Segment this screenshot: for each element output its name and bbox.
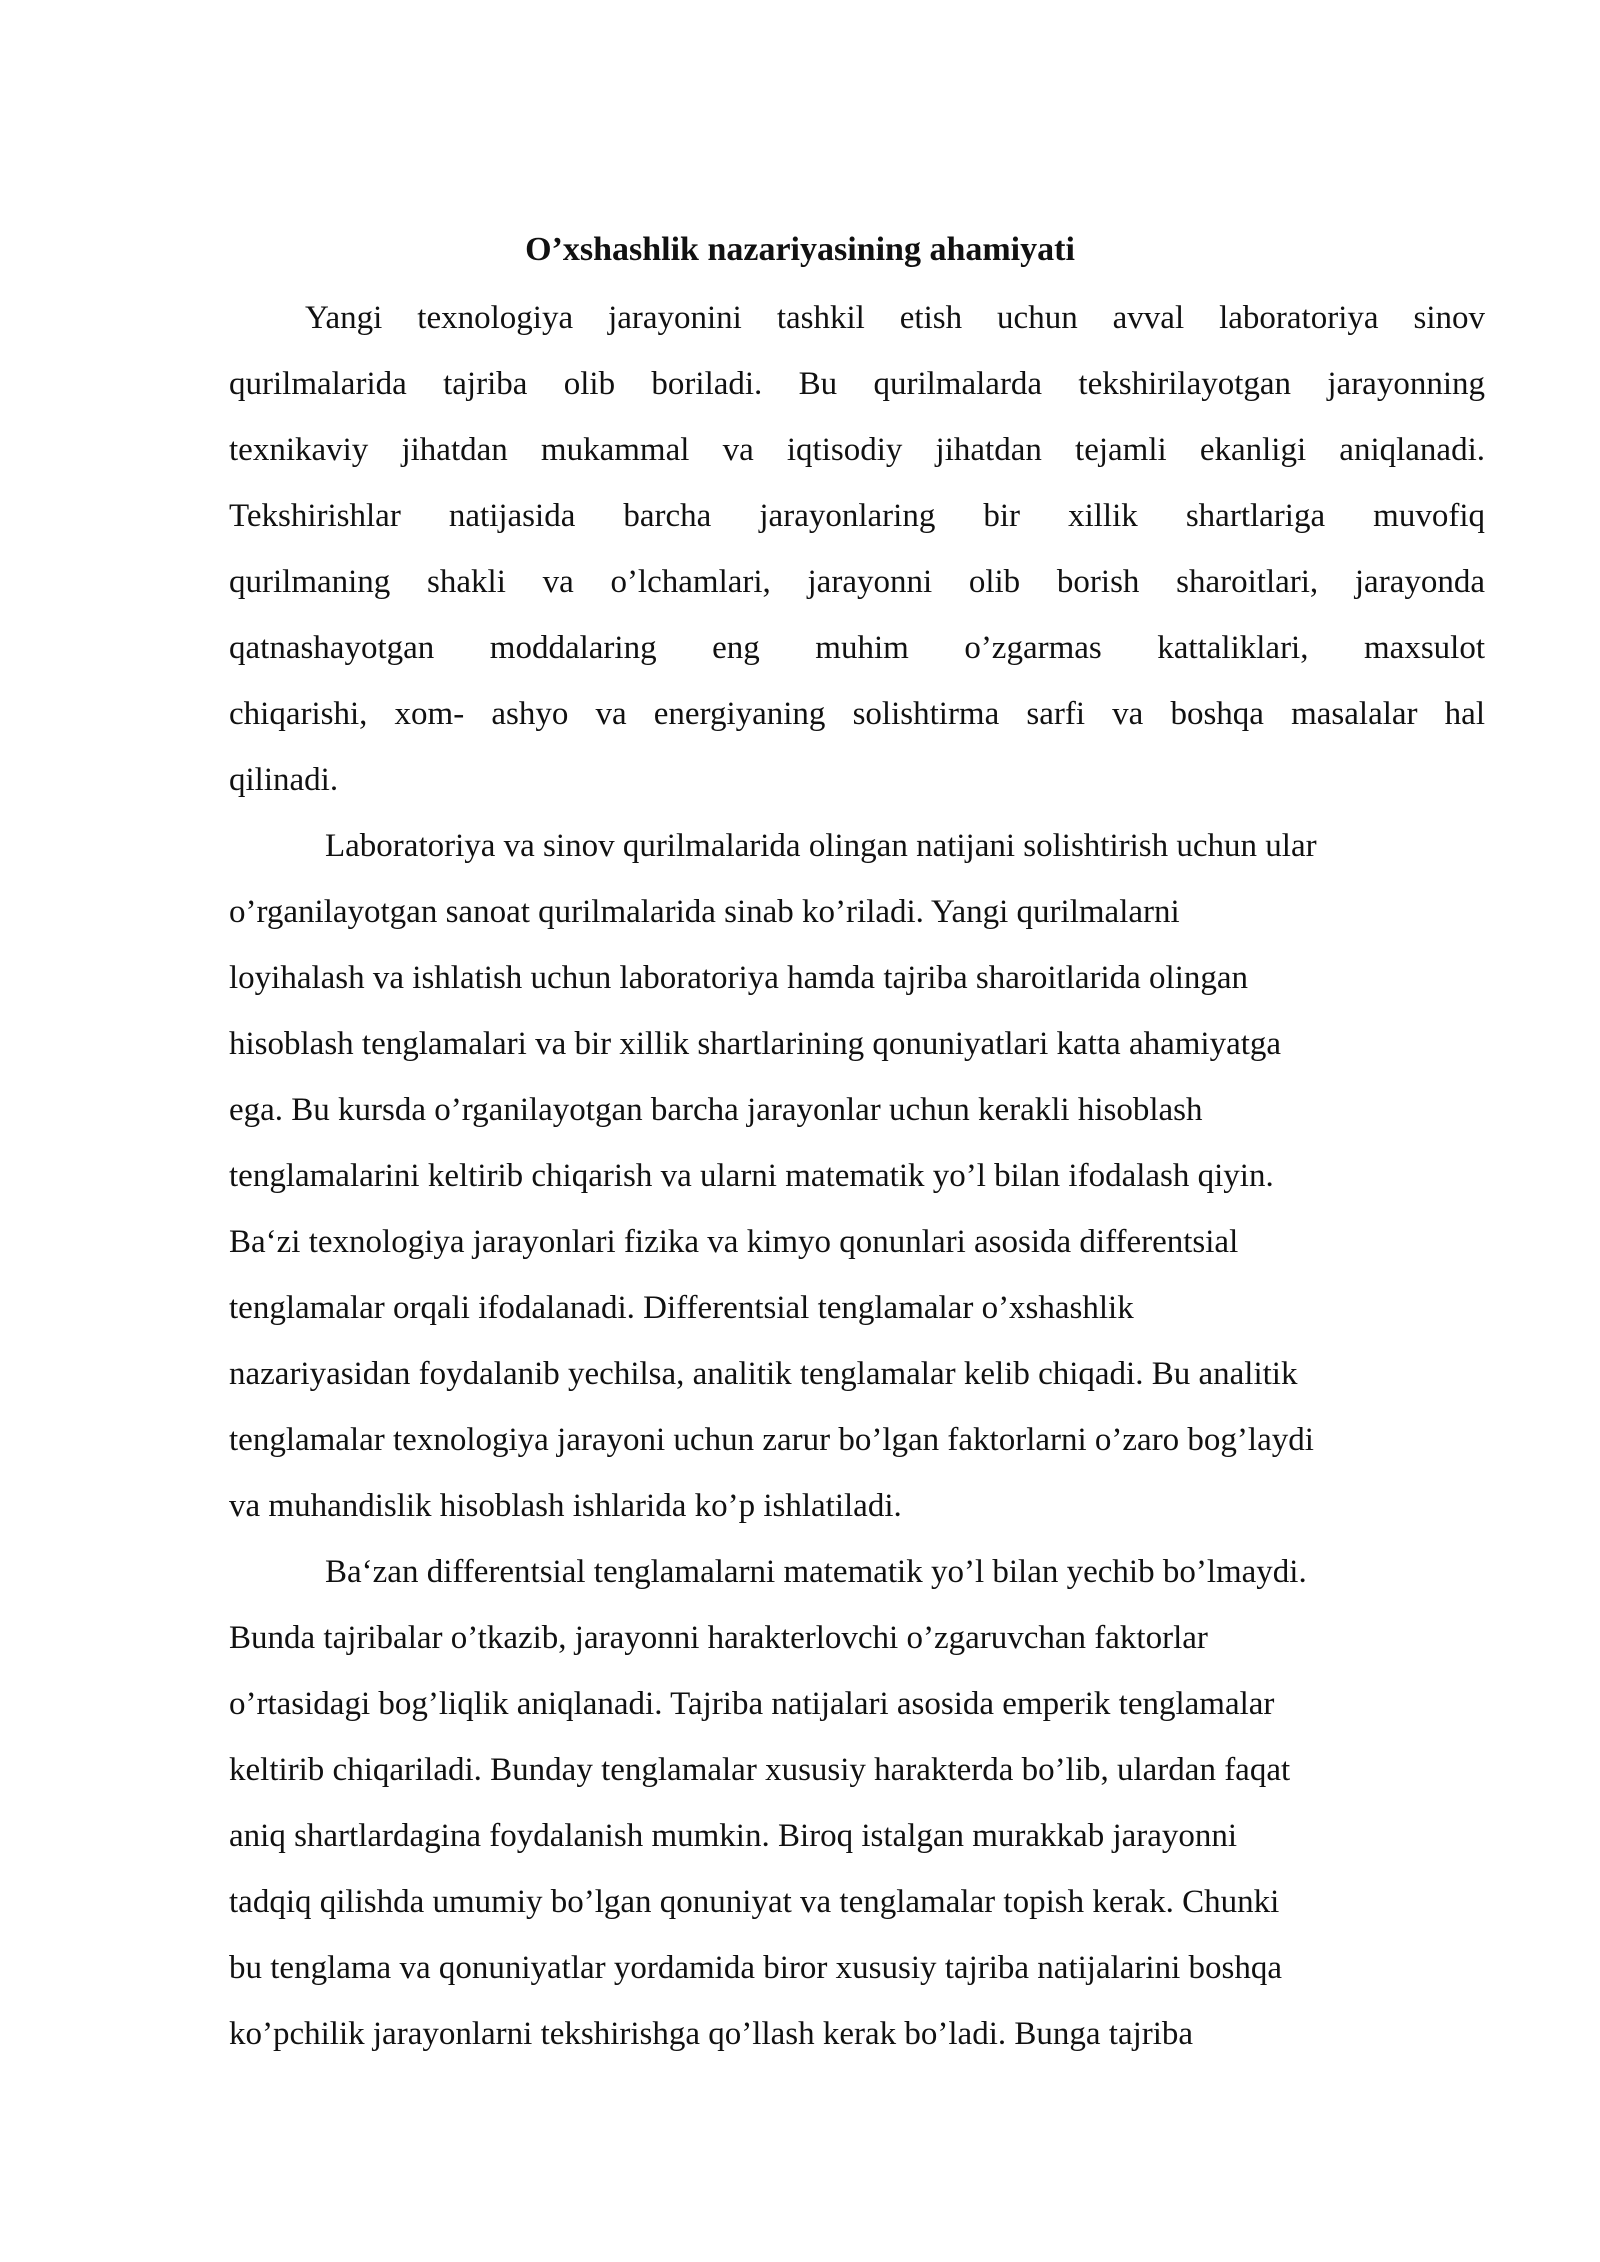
paragraph-line: va muhandislik hisoblash ishlarida ko’p ishlatiladi. xyxy=(229,1488,902,1524)
paragraph-line: Yangi texnologiya jarayonini tashkil etish uchun avval laboratoriya sinov xyxy=(305,300,1485,336)
paragraph-line: Tekshirishlar natijasida barcha jarayonlaring bir xillik shartlariga muvofiq xyxy=(229,498,1485,534)
paragraph-line: loyihalash va ishlatish uchun laboratoriya hamda tajriba sharoitlarida olingan xyxy=(229,960,1249,996)
paragraph-line: tenglamalar orqali ifodalanadi. Differentsial tenglamalar o’xshashlik xyxy=(229,1290,1134,1326)
paragraph-line: texnikaviy jihatdan mukammal va iqtisodiy jihatdan tejamli ekanligi aniqlanadi. xyxy=(229,432,1485,468)
paragraph-line: chiqarishi, xom- ashyo va energiyaning solishtirma sarfi va boshqa masalalar hal xyxy=(229,696,1485,732)
paragraph-line: qurilmaning shakli va o’lchamlari, jarayonni olib borish sharoitlari, jarayonda xyxy=(229,564,1485,600)
paragraph-line: nazariyasidan foydalanib yechilsa, analitik tenglamalar kelib chiqadi. Bu analitik xyxy=(229,1356,1298,1392)
paragraph-line: ega. Bu kursda o’rganilayotgan barcha jarayonlar uchun kerakli hisoblash xyxy=(229,1092,1203,1128)
paragraph-line: tenglamalarini keltirib chiqarish va ularni matematik yo’l bilan ifodalash qiyin. xyxy=(229,1158,1274,1194)
paragraph-line: Bunda tajribalar o’tkazib, jarayonni harakterlovchi o’zgaruvchan faktorlar xyxy=(229,1620,1208,1656)
paragraph-line: Ba‘zi texnologiya jarayonlari fizika va kimyo qonunlari asosida differentsial xyxy=(229,1224,1239,1260)
paragraph-line: Laboratoriya va sinov qurilmalarida olingan natijani solishtirish uchun ular xyxy=(325,828,1317,864)
paragraph-line: aniq shartlardagina foydalanish mumkin. Biroq istalgan murakkab jarayonni xyxy=(229,1818,1238,1854)
paragraph-line: keltirib chiqariladi. Bunday tenglamalar xususiy harakterda bo’lib, ulardan faqat xyxy=(229,1752,1291,1788)
paragraph-line: tenglamalar texnologiya jarayoni uchun zarur bo’lgan faktorlarni o’zaro bog’laydi xyxy=(229,1422,1314,1458)
paragraph-line: qatnashayotgan moddalaring eng muhim o’zgarmas kattaliklari, maxsulot xyxy=(229,630,1485,666)
paragraph-line: bu tenglama va qonuniyatlar yordamida biror xususiy tajriba natijalarini boshqa xyxy=(229,1950,1282,1986)
paragraph-line: tadqiq qilishda umumiy bo’lgan qonuniyat va tenglamalar topish kerak. Chunki xyxy=(229,1884,1280,1920)
paragraph-line: Ba‘zan differentsial tenglamalarni matematik yo’l bilan yechib bo’lmaydi. xyxy=(325,1554,1307,1590)
paragraph-line: qurilmalarida tajriba olib boriladi. Bu qurilmalarda tekshirilayotgan jarayonning xyxy=(229,366,1485,402)
paragraph-line: o’rganilayotgan sanoat qurilmalarida sinab ko’riladi. Yangi qurilmalarni xyxy=(229,894,1180,930)
page-title: O’xshashlik nazariyasining ahamiyati xyxy=(525,231,1075,268)
paragraph-line: ko’pchilik jarayonlarni tekshirishga qo’llash kerak bo’ladi. Bunga tajriba xyxy=(229,2016,1194,2052)
paragraph-line: hisoblash tenglamalari va bir xillik shartlarining qonuniyatlari katta ahamiyatga xyxy=(229,1026,1282,1062)
paragraph-line: qilinadi. xyxy=(229,762,339,798)
paragraph-line: o’rtasidagi bog’liqlik aniqlanadi. Tajriba natijalari asosida emperik tenglamalar xyxy=(229,1686,1275,1722)
